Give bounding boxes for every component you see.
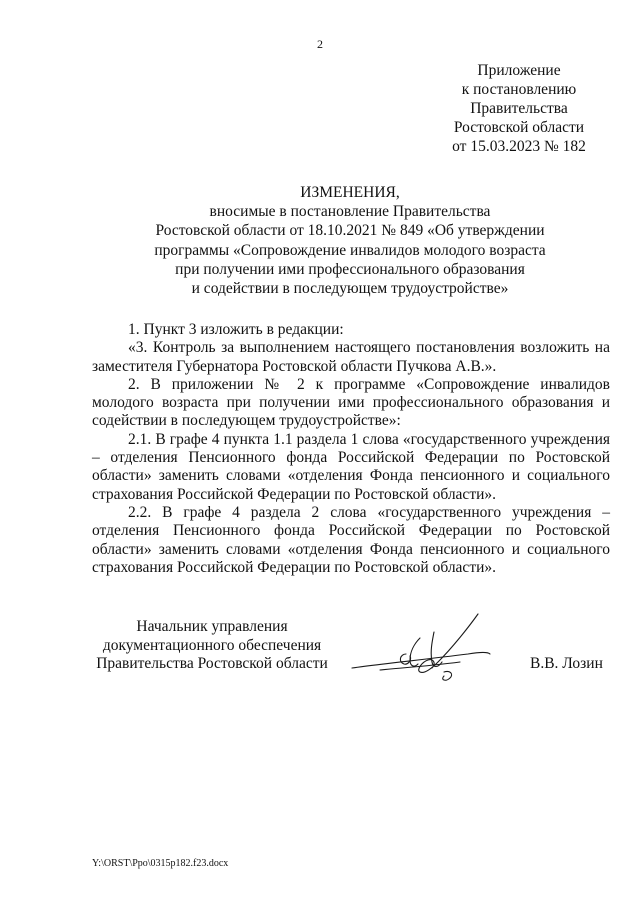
title-line: программы «Сопровождение инвалидов молодого возраста — [154, 241, 546, 259]
signatory-position-line: документационного обеспечения — [102, 636, 322, 654]
signatory-position — [92, 618, 332, 674]
document-body — [92, 321, 610, 577]
appendix-line: Приложение — [477, 62, 561, 79]
appendix-line: Правительства — [470, 100, 568, 117]
body-paragraph: 1. Пункт 3 изложить в редакции: — [128, 321, 344, 338]
title-line: и содействии в последующем трудоустройстве» — [191, 280, 509, 298]
title-line: при получении ими профессионального образования — [175, 260, 525, 278]
appendix-header — [440, 61, 598, 156]
title-line: вносимые в постановление Правительства — [209, 203, 491, 221]
title-line: ИЗМЕНЕНИЯ, — [300, 184, 400, 201]
handwritten-signature — [340, 610, 500, 690]
body-paragraph: «3. Контроль за выполнением настоящего постановления возложить на заместителя Губернатора Ростовской области Пучкова А.В.». — [92, 339, 610, 375]
title-line: Ростовской области от 18.10.2021 № 849 «Об утверждении — [155, 222, 545, 240]
document-title — [60, 183, 640, 298]
body-paragraph: 2. В приложении № 2 к программе «Сопровождение инвалидов молодого возраста при получении ими профессионального образования и содействии в последующем трудоустройстве»: — [92, 375, 610, 430]
body-paragraph: 2.1. В графе 4 пункта 1.1 раздела 1 слова «государственного учреждения – отделения Пенсионного фонда Российской Федерации по Ростовской области» заменить словами «отделения Фонда пенсионного и социального страхования Российской Федерации по Ростовской области». — [92, 430, 610, 503]
file-path: Y:\ORST\Ppo\0315p182.f23.docx — [92, 858, 229, 869]
signatory-name: В.В. Лозин — [530, 655, 603, 672]
signatory-position-line: Начальник управления — [136, 618, 288, 635]
appendix-line: к постановлению — [461, 81, 577, 98]
appendix-line: Ростовской области — [453, 119, 585, 136]
page-number: 2 — [317, 37, 323, 51]
body-paragraph: 2.2. В графе 4 раздела 2 слова «государственного учреждения – отделения Пенсионного фонда Российской Федерации по Ростовской области» заменить словами «отделения Фонда пенсионного и социального страхования Российской Федерации по Ростовской области». — [92, 503, 610, 576]
signatory-position-line: Правительства Ростовской области — [96, 655, 328, 672]
appendix-line: от 15.03.2023 № 182 — [452, 138, 586, 155]
